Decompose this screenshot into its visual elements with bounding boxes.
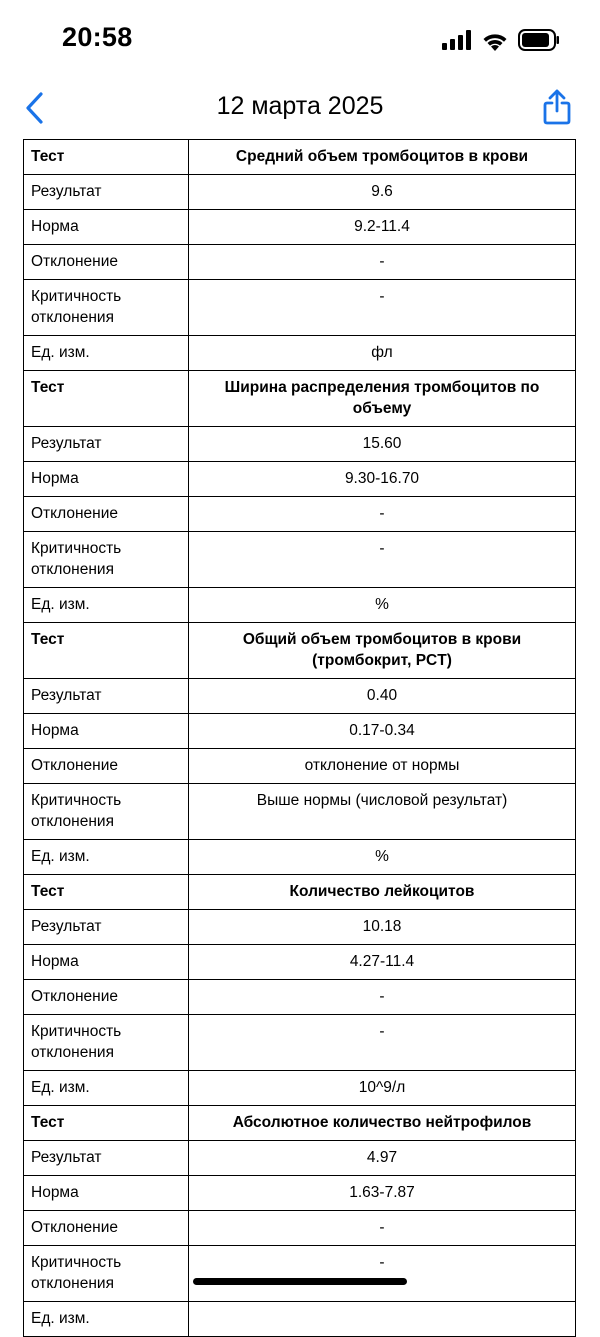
share-button[interactable] [540,86,574,128]
cell-label: Тест [24,371,189,427]
norm-value: 0.17-0.34 [189,714,576,749]
wifi-icon [481,30,509,51]
result-value: 0.40 [189,679,576,714]
status-time: 20:58 [62,22,133,52]
cell-label: Результат [24,427,189,462]
test-name: Общий объем тромбоцитов в крови (тромбокрит, PCT) [189,623,576,679]
table-row-norm [24,462,576,497]
deviation-value: - [189,1211,576,1246]
share-icon [543,89,571,125]
cellular-signal-icon [442,30,472,50]
unit-value: % [189,588,576,623]
unit-value [189,1302,576,1337]
deviation-value: отклонение от нормы [189,749,576,784]
navigation-bar [0,80,600,136]
norm-value: 9.2-11.4 [189,210,576,245]
table-row-result [24,679,576,714]
cell-label: Норма [24,945,189,980]
table-row-test [24,875,576,910]
cell-label: Отклонение [24,497,189,532]
criticality-value: - [189,1015,576,1071]
result-value: 10.18 [189,910,576,945]
cell-label: Критичность отклонения [24,1015,189,1071]
table-row-norm [24,714,576,749]
table-row-unit [24,1071,576,1106]
table-row-test [24,623,576,679]
unit-value: 10^9/л [189,1071,576,1106]
deviation-value: - [189,980,576,1015]
deviation-value: - [189,497,576,532]
norm-value: 1.63-7.87 [189,1176,576,1211]
table-row-deviation [24,497,576,532]
cell-label: Ед. изм. [24,1302,189,1337]
table-row-criticality [24,784,576,840]
cell-label: Норма [24,210,189,245]
criticality-value: Выше нормы (числовой результат) [189,784,576,840]
result-value: 9.6 [189,175,576,210]
table-row-norm [24,210,576,245]
cell-label: Отклонение [24,980,189,1015]
cell-label: Результат [24,1141,189,1176]
deviation-value: - [189,245,576,280]
test-name: Средний объем тромбоцитов в крови [189,140,576,175]
unit-value: фл [189,336,576,371]
norm-value: 9.30-16.70 [189,462,576,497]
cell-label: Ед. изм. [24,336,189,371]
status-icons [442,27,560,53]
cell-label: Критичность отклонения [24,532,189,588]
result-value: 15.60 [189,427,576,462]
table-row-test [24,140,576,175]
result-value: 4.97 [189,1141,576,1176]
cell-label: Критичность отклонения [24,784,189,840]
test-name: Количество лейкоцитов [189,875,576,910]
norm-value: 4.27-11.4 [189,945,576,980]
table-row-criticality [24,280,576,336]
table-row-result [24,910,576,945]
table-row-test [24,1106,576,1141]
cell-label: Результат [24,175,189,210]
cell-label: Тест [24,140,189,175]
criticality-value: - [189,280,576,336]
page-title: 12 марта 2025 [216,92,384,120]
unit-value: % [189,840,576,875]
table-row-criticality [24,1246,576,1302]
criticality-value: - [189,1246,576,1302]
table-row-norm [24,945,576,980]
criticality-value: - [189,532,576,588]
table-row-criticality [24,1015,576,1071]
test-name: Абсолютное количество нейтрофилов [189,1106,576,1141]
table-row-deviation [24,1211,576,1246]
cell-label: Тест [24,1106,189,1141]
table-row-unit [24,840,576,875]
table-row-result [24,175,576,210]
table-row-deviation [24,980,576,1015]
cell-label: Ед. изм. [24,588,189,623]
cell-label: Отклонение [24,1211,189,1246]
cell-label: Норма [24,462,189,497]
cell-label: Тест [24,875,189,910]
results-table [23,139,576,1337]
table-row-unit [24,588,576,623]
table-row-criticality [24,532,576,588]
table-row-norm [24,1176,576,1211]
table-row-test [24,371,576,427]
cell-label: Отклонение [24,245,189,280]
cell-label: Ед. изм. [24,1071,189,1106]
home-indicator[interactable] [193,1278,407,1285]
cell-label: Результат [24,910,189,945]
cell-label: Тест [24,623,189,679]
cell-label: Норма [24,714,189,749]
cell-label: Критичность отклонения [24,1246,189,1302]
cell-label: Отклонение [24,749,189,784]
table-row-result [24,427,576,462]
table-row-deviation [24,749,576,784]
cell-label: Норма [24,1176,189,1211]
battery-icon [518,29,560,51]
results-table-container[interactable] [23,141,576,1327]
table-row-unit [24,336,576,371]
cell-label: Критичность отклонения [24,280,189,336]
test-name: Ширина распределения тромбоцитов по объему [189,371,576,427]
status-bar [0,0,600,80]
cell-label: Результат [24,679,189,714]
table-row-unit [24,1302,576,1337]
cell-label: Ед. изм. [24,840,189,875]
table-row-result [24,1141,576,1176]
table-row-deviation [24,245,576,280]
